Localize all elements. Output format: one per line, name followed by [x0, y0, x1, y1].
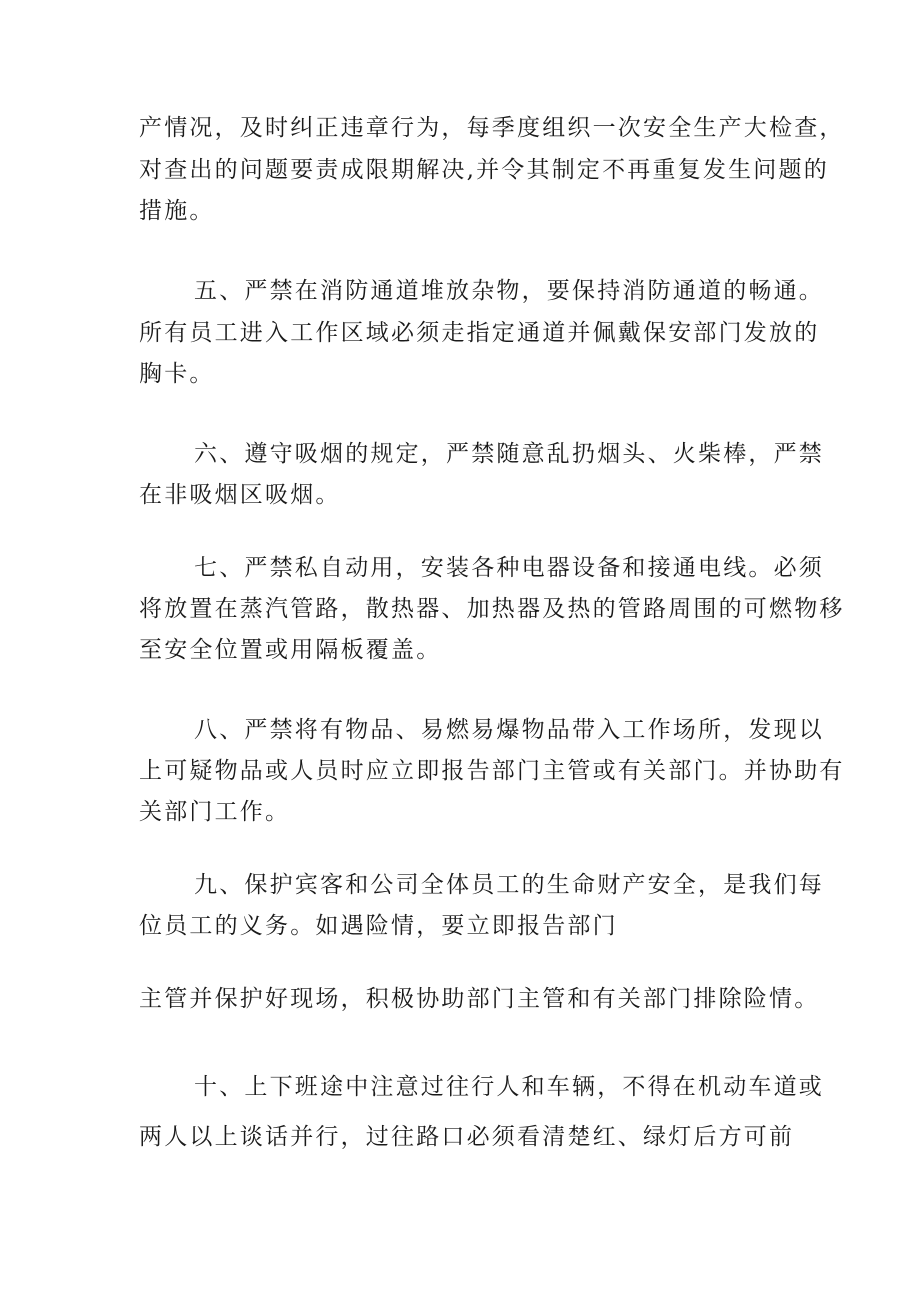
paragraph-10-first-line: 十、上下班途中注意过往行人和车辆，不得在机动车道或 — [194, 1074, 824, 1100]
paragraph-7-first-line: 七、严禁私自动用，安装各种电器设备和接通电线。必须 — [194, 555, 824, 581]
text-line: 位员工的义务。如遇险情，要立即报告部门 — [139, 913, 618, 939]
text-line: 关部门工作。 — [139, 799, 291, 825]
paragraph-5-first-line: 五、严禁在消防通道堆放杂物，要保持消防通道的畅通。 — [194, 278, 824, 304]
text-line: 胸卡。 — [139, 361, 215, 387]
text-line: 上可疑物品或人员时应立即报告部门主管或有关部门。并协助有 — [139, 758, 845, 784]
text-line: 所有员工进入工作区域必须走指定通道并佩戴保安部门发放的 — [139, 320, 820, 346]
text-line: 将放置在蒸汽管路，散热器、加热器及热的管路周围的可燃物移 — [139, 596, 845, 622]
text-line: 产情况，及时纠正违章行为，每季度组织一次安全生产大检查， — [139, 115, 845, 141]
paragraph-9-first-line: 九、保护宾客和公司全体员工的生命财产安全，是我们每 — [194, 872, 824, 898]
text-line: 措施。 — [139, 198, 215, 224]
text-line: 至安全位置或用隔板覆盖。 — [139, 637, 442, 663]
text-line: 在非吸烟区吸烟。 — [139, 482, 341, 508]
text-line: 两人以上谈话并行，过往路口必须看清楚红、绿灯后方可前 — [139, 1124, 795, 1150]
paragraph-6-first-line: 六、遵守吸烟的规定，严禁随意乱扔烟头、火柴棒，严禁 — [194, 441, 824, 467]
text-line: 对查出的问题要责成限期解决,并令其制定不再重复发生问题的 — [139, 157, 829, 183]
text-line: 主管并保护好现场，积极协助部门主管和有关部门排除险情。 — [139, 986, 820, 1012]
paragraph-8-first-line: 八、严禁将有物品、易燃易爆物品带入工作场所，发现以 — [194, 717, 824, 743]
